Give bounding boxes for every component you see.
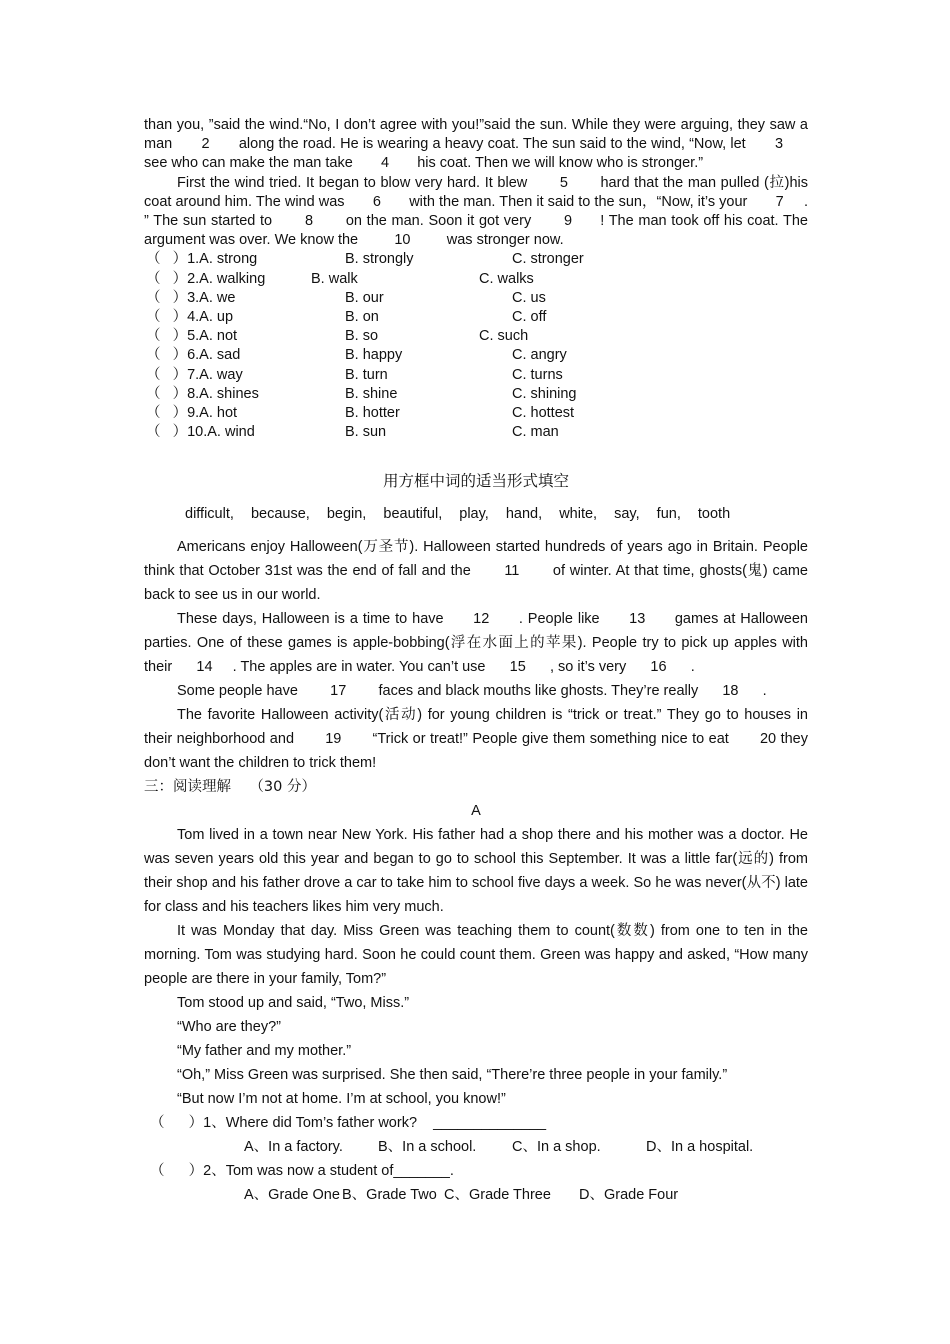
option-a: （ ）9.A. hot: [146, 404, 238, 421]
question-options: [144, 1135, 808, 1159]
question-stem: [144, 1159, 808, 1183]
word-box-item: begin,: [326, 506, 367, 523]
reading-paragraph: “But now I’m not at home. I’m at school, you know!”: [177, 1091, 506, 1108]
reading-passage: [144, 823, 808, 1111]
cloze-passage: [144, 116, 808, 250]
reading-paragraph: “My father and my mother.”: [177, 1043, 352, 1060]
reading-paragraph: It was Monday that day. Miss Green was teaching them to count(数数) from one to ten in the morning. Tom was studying hard. Soon he could count them. Green was happy and asked, “How many people are there in your family, Tom?”: [144, 923, 808, 988]
cloze-paragraph: First the wind tried. It began to blow very hard. It blew 5 hard that the man pulled (拉)his coat around him. The wind was 6 with the man. Then it said to the sun，“Now, it’s your 7 . ” The sun started to 8 on the man. Soon it got very 9 ! The man took off his coat. The argument was over. We know the 10 was stronger now.: [144, 174, 808, 249]
option-c: C. us: [512, 289, 546, 306]
fill-in-passage: [144, 535, 808, 775]
option-b: B. shine: [345, 385, 398, 402]
question-stem: [144, 1111, 808, 1135]
word-box-item: difficult,: [185, 506, 234, 523]
option-b: B. happy: [345, 347, 403, 364]
option-c: C、In a shop.: [512, 1139, 601, 1156]
option-row: [144, 423, 808, 442]
word-box-item: play,: [459, 506, 489, 523]
option-row: [144, 327, 808, 346]
option-c: C. stronger: [512, 251, 584, 268]
option-row: [144, 385, 808, 404]
option-d: D、In a hospital.: [646, 1139, 754, 1156]
option-a: （ ）6.A. sad: [146, 347, 241, 364]
option-b: B. hotter: [345, 404, 400, 421]
option-row: [144, 404, 808, 423]
fill-in-paragraph: Americans enjoy Halloween(万圣节). Halloween started hundreds of years ago in Britain. People think that October 31st was the end of fall and the 11 of winter. At that time, ghosts(鬼) came back to see us in our world.: [144, 539, 808, 604]
option-b: B. on: [345, 308, 379, 325]
option-b: B. turn: [345, 366, 388, 383]
reading-section-title: 三：阅读理解 （30 分）: [144, 779, 316, 796]
word-box-item: beautiful,: [383, 506, 443, 523]
fill-in-paragraph: Some people have 17 faces and black mouths like ghosts. They’re really 18 .: [177, 683, 767, 700]
option-a: （ ）3.A. we: [146, 289, 236, 306]
option-c: C. hottest: [512, 404, 575, 421]
word-box-item: fun,: [656, 506, 681, 523]
option-row: [144, 289, 808, 308]
option-b: B、Grade Two: [342, 1187, 437, 1204]
worksheet-page: [144, 116, 808, 1207]
fill-in-paragraph: The favorite Halloween activity(活动) for young children is “trick or treat.” They go to houses in their neighborhood and 19 “Trick or treat!” People give them something nice to eat 20 they don’t want the children to trick them!: [144, 707, 808, 772]
option-c: C. turns: [512, 366, 563, 383]
option-c: C. walks: [479, 270, 534, 287]
reading-paragraph: “Oh,” Miss Green was surprised. She then said, “There’re three people in your family.”: [177, 1067, 728, 1084]
option-row: [144, 366, 808, 385]
passage-label: A: [471, 803, 481, 820]
option-b: B. so: [345, 328, 379, 345]
option-row: [144, 346, 808, 365]
word-box-item: tooth: [697, 506, 731, 523]
option-c: C. shining: [512, 385, 577, 402]
option-row: [144, 270, 808, 289]
option-a: A、Grade One: [244, 1187, 340, 1204]
word-box-item: say,: [614, 506, 640, 523]
option-a: （ ）4.A. up: [146, 308, 234, 325]
fill-in-paragraph: These days, Halloween is a time to have 12 . People like 13 games at Halloween parties. One of these games is apple-bobbing(浮在水面上的苹果). People try to pick up apples with their 14 . The apples are in water. You can’t use 15 , so it’s very 16 .: [144, 611, 808, 676]
word-box-item: because,: [250, 506, 310, 523]
question-text: （ ）1、Where did Tom’s father work? ______________: [150, 1115, 547, 1132]
option-row: [144, 308, 808, 327]
option-b: B. sun: [345, 424, 387, 441]
question-text: （ ）2、Tom was now a student of_______.: [150, 1163, 454, 1180]
reading-questions: [144, 1111, 808, 1207]
word-box-item: hand,: [505, 506, 543, 523]
option-a: （ ）7.A. way: [146, 366, 243, 383]
fill-in-title: 用方框中词的适当形式填空: [382, 472, 569, 491]
word-box-item: white,: [559, 506, 598, 523]
cloze-paragraph: than you, ”said the wind.“No, I don’t agree with you!”said the sun. While they were arguing, they saw a man 2 along the road. He is wearing a heavy coat. The sun said to the wind, “Now, let 3 see who can make the man take 4 his coat. Then we will know who is stronger.”: [144, 117, 808, 172]
option-a: （ ）8.A. shines: [146, 385, 259, 402]
option-c: C、Grade Three: [444, 1187, 551, 1204]
option-a: A、In a factory.: [244, 1139, 343, 1156]
option-a: （ ）2.A. walking: [146, 270, 266, 287]
option-b: B. walk: [311, 270, 358, 287]
option-b: B、In a school.: [378, 1139, 477, 1156]
option-b: B. our: [345, 289, 384, 306]
option-c: C. angry: [512, 347, 567, 364]
reading-paragraph: “Who are they?”: [177, 1019, 281, 1036]
option-a: （ ）1.A. strong: [146, 251, 258, 268]
reading-paragraph: Tom lived in a town near New York. His father had a shop there and his mother was a doctor. He was seven years old this year and began to go to school this September. It was a little far(远的) from their shop and his father drove a car to take him to school five days a week. So he was never(从不) late for class and his teachers likes him very much.: [144, 827, 808, 916]
option-d: D、Grade Four: [579, 1187, 679, 1204]
option-c: C. man: [512, 424, 559, 441]
reading-paragraph: Tom stood up and said, “Two, Miss.”: [177, 995, 410, 1012]
option-c: C. such: [479, 328, 529, 345]
option-a: （ ）10.A. wind: [146, 424, 255, 441]
option-b: B. strongly: [345, 251, 414, 268]
cloze-options: [144, 250, 808, 442]
question-options: [144, 1183, 808, 1207]
option-c: C. off: [512, 308, 547, 325]
option-row: [144, 250, 808, 269]
word-box: [144, 504, 808, 524]
option-a: （ ）5.A. not: [146, 328, 238, 345]
